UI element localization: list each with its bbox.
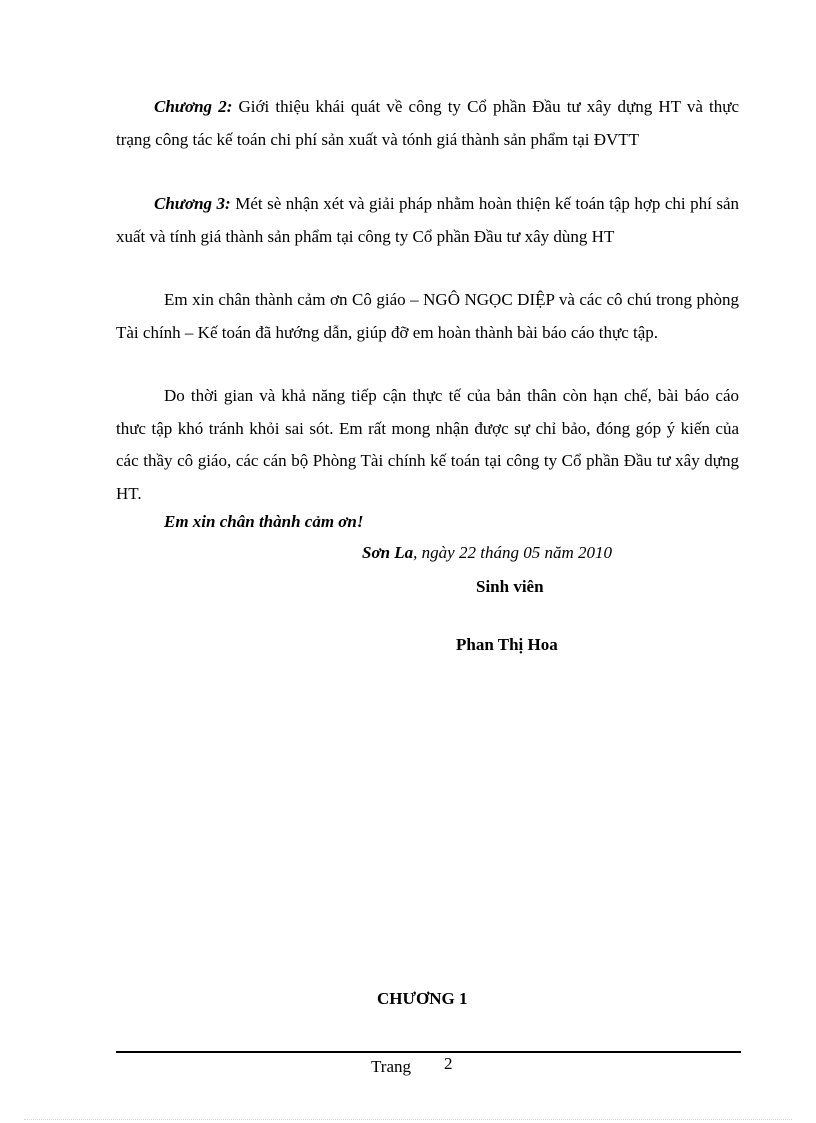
signer-role: Sinh viên: [476, 577, 544, 596]
paragraph-acknowledgement: Em xin chân thành cảm ơn Cô giáo – NGÔ NGỌC DIỆP và các cô chú trong phòng Tài chính – Kế toán đã hướng dẫn, giúp đỡ em hoàn thành bài báo cáo thực tập.: [116, 290, 739, 342]
date-text: , ngày 22 tháng 05 năm 2010: [413, 543, 612, 562]
paragraph-chapter-3: [116, 188, 739, 253]
place-name: Sơn La: [362, 543, 414, 562]
footer-divider: [116, 1051, 741, 1053]
footer-page-number: 2: [444, 1054, 453, 1073]
chapter-3-label: Chương 3:: [154, 194, 231, 213]
paragraph-chapter-2: [116, 91, 739, 156]
page-bottom-border: [24, 1119, 792, 1120]
chapter-2-label: Chương 2:: [154, 97, 233, 116]
chapter-2-text: Giới thiệu khái quát về công ty Cổ phần Đầu tư xây dựng HT và thực trạng công tác kế toán chi phí sản xuất và tónh giá thành sản phẩm tại ĐVTT: [116, 97, 740, 149]
thank-you-line: Em xin chân thành cảm ơn!: [164, 512, 364, 531]
footer-page-label: Trang: [371, 1057, 411, 1076]
chapter-heading: CHƯƠNG 1: [377, 989, 468, 1008]
chapter-3-text: Mét sè nhận xét và giải pháp nhằm hoàn thiện kế toán tập hợp chi phí sản xuất và tính giá thành sản phẩm tại công ty Cổ phần Đầu tư xây dùng HT: [116, 194, 739, 246]
place-date-line: [362, 543, 612, 563]
paragraph-limitations: Do thời gian và khả năng tiếp cận thực tế của bản thân còn hạn chế, bài báo cáo thưc tập khó tránh khỏi sai sót. Em rất mong nhận được sự chỉ bảo, đóng góp ý kiến của các thầy cô giáo, các cán bộ Phòng Tài chính kế toán tại công ty Cổ phần Đầu tư xây dựng HT.: [116, 386, 739, 503]
signer-name: Phan Thị Hoa: [456, 635, 558, 654]
